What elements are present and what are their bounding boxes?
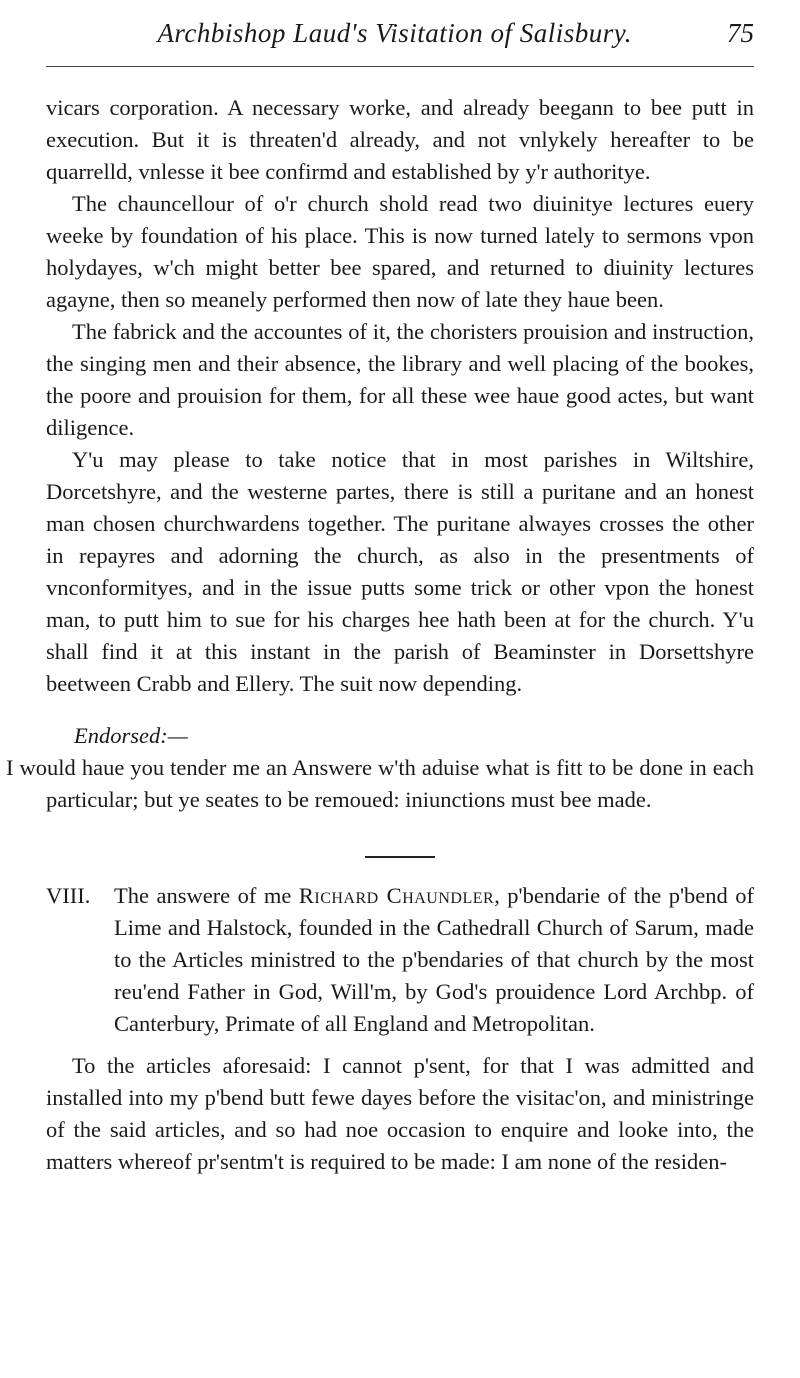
section-numeral: VIII. bbox=[46, 883, 91, 908]
section-lead: The answere of me bbox=[114, 883, 292, 908]
section-divider bbox=[365, 856, 435, 858]
paragraph: The chauncellour of o'r church shold read two diuinitye lectures euery weeke by foundation of his place. This is now turned lately to sermons vpon holydayes, w'ch might better bee spared, and returned to diuinity lectures agayne, then so meanely performed then now of late they haue been. bbox=[46, 191, 754, 312]
section-name: Richard Chaundler bbox=[298, 883, 495, 908]
final-paragraph: To the articles aforesaid: I cannot p'sent, for that I was admitted and installed into my p'bend butt fewe dayes before the visitac'on, and ministringe of the said articles, and so had noe occasion to enquire and looke into, the matters whereof pr'sentm't is required to be made: I am none of the residen- bbox=[46, 1053, 754, 1174]
paragraph: Y'u may please to take notice that in most parishes in Wiltshire, Dorcetshyre, and the westerne partes, there is still a puritane and an honest man chosen churchwardens together. The puritane alwayes crosses the other in repayres and adorning the church, as also in the presentments of vnconformityes, and in the issue putts some trick or other vpon the honest man, to putt him to sue for his charges hee hath been at for the church. Y'u shall find it at this instant in the parish of Beaminster in Dorsettshyre beetween Crabb and Ellery. The suit now depending. bbox=[46, 447, 754, 696]
section-rest: , p'bendarie of the p'bend of Lime and Halstock, founded in the Cathedrall Church of Sarum, made to the Articles ministred to the p'bendaries of that church by the most reu'end Father in God, Will'm, by God's prouidence Lord Archbp. of Canterbury, Primate of all England and Metropolitan. bbox=[114, 883, 754, 1036]
page-body bbox=[6, 92, 754, 1178]
endorsed-text: I would haue you tender me an Answere w'th aduise what is fitt to be done in each particular; but ye seates to be remoued: iniunctions must bee made. bbox=[6, 755, 754, 812]
header-rule bbox=[46, 66, 754, 67]
page-number: 75 bbox=[727, 18, 754, 48]
endorsed-label: Endorsed:— bbox=[74, 723, 188, 748]
running-title: Archbishop Laud's Visitation of Salisbury. bbox=[157, 18, 632, 48]
page-header bbox=[46, 18, 754, 58]
paragraph: vicars corporation. A necessary worke, and already beegann to bee putt in execution. But it is threaten'd already, and not vnlykely hereafter to be quarrelld, vnlesse it bee confirmd and established by y'r authoritye. bbox=[46, 95, 754, 184]
section-viii-heading bbox=[46, 880, 754, 1040]
paragraph: The fabrick and the accountes of it, the choristers prouision and instruction, the singing men and their absence, the library and well placing of the bookes, the poore and prouision for them, for all these wee haue good actes, but want diligence. bbox=[46, 319, 754, 440]
